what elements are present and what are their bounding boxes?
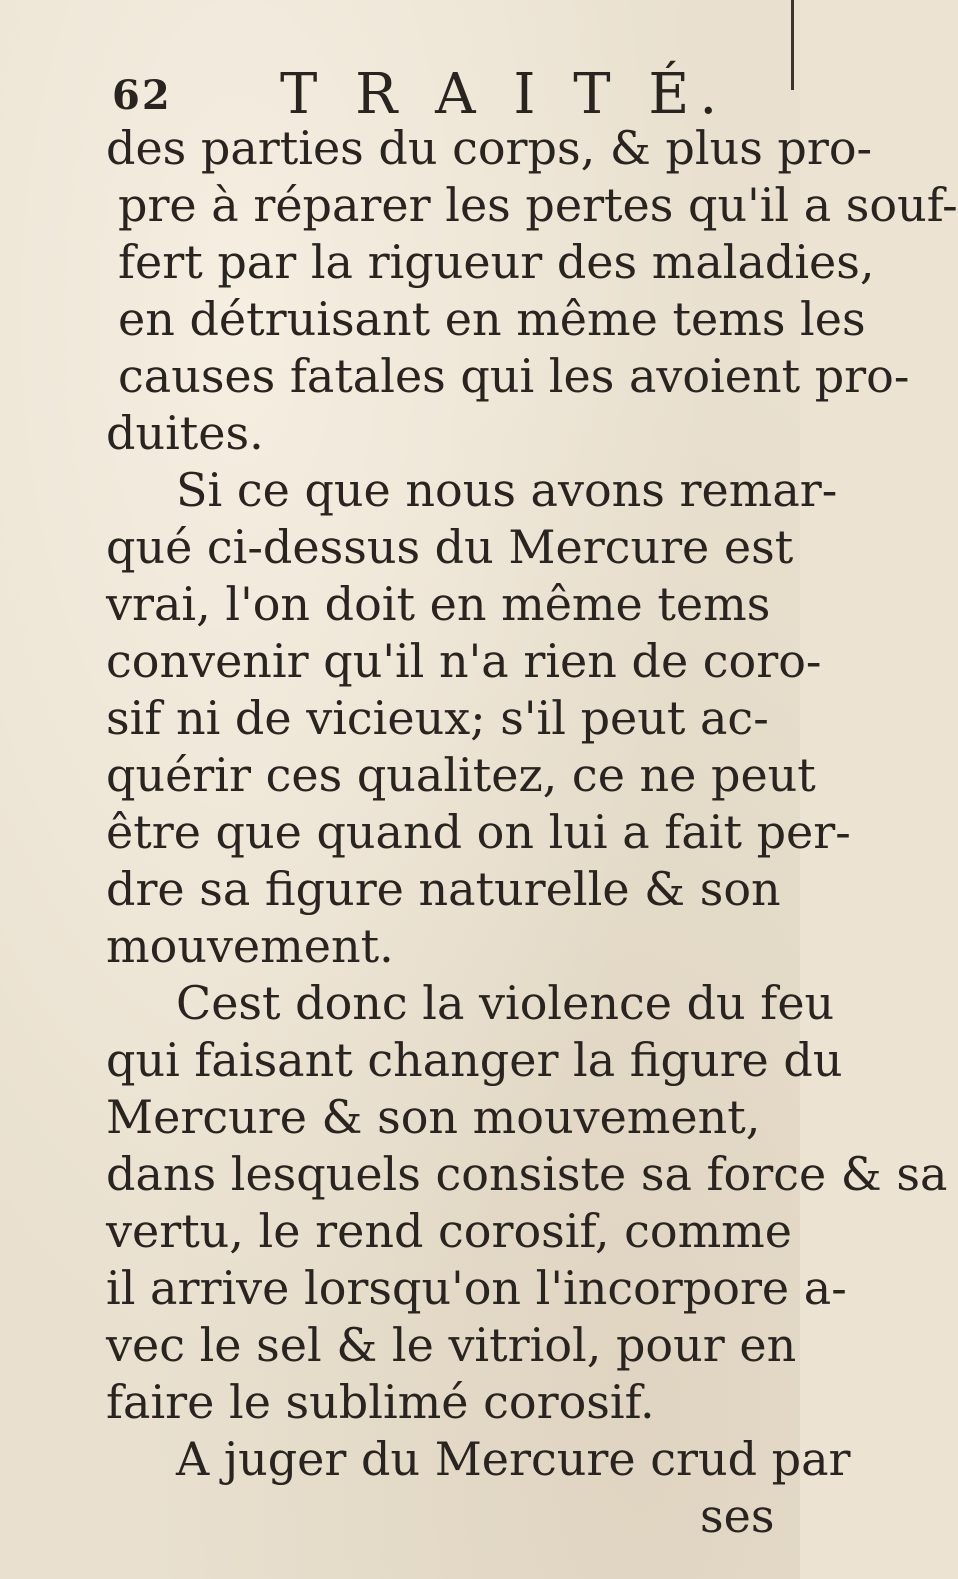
text-line: pre à réparer les pertes qu'il a souf- bbox=[118, 178, 958, 232]
text-line: Si ce que nous avons remar- bbox=[176, 463, 838, 517]
text-line: sif ni de vicieux; s'il peut ac- bbox=[106, 691, 769, 745]
text-line: en détruisant en même tems les bbox=[118, 292, 866, 346]
text-line: vec le sel & le vitriol, pour en bbox=[106, 1318, 797, 1372]
text-line: dans lesquels consiste sa force & sa bbox=[106, 1147, 948, 1201]
page-number: 62 bbox=[112, 72, 172, 119]
text-line: duites. bbox=[106, 406, 264, 460]
text-line: vertu, le rend corosif, comme bbox=[106, 1204, 793, 1258]
running-title: T R A I T É. bbox=[280, 62, 728, 127]
text-line: Mercure & son mouvement, bbox=[106, 1090, 761, 1144]
text-line: être que quand on lui a fait per- bbox=[106, 805, 851, 859]
text-line: causes fatales qui les avoient pro- bbox=[118, 349, 910, 403]
text-line: mouvement. bbox=[106, 919, 394, 973]
text-line: vrai, l'on doit en même tems bbox=[106, 577, 771, 631]
text-line: faire le sublimé corosif. bbox=[106, 1375, 655, 1429]
text-line: il arrive lorsqu'on l'incorpore a- bbox=[106, 1261, 847, 1315]
text-line: des parties du corps, & plus pro- bbox=[106, 121, 873, 175]
text-line: dre sa figure naturelle & son bbox=[106, 862, 781, 916]
text-line: convenir qu'il n'a rien de coro- bbox=[106, 634, 822, 688]
text-line: A juger du Mercure crud par bbox=[176, 1432, 851, 1486]
catchword: ses bbox=[700, 1489, 775, 1543]
text-line: Cest donc la violence du feu bbox=[176, 976, 835, 1030]
text-line: qué ci-dessus du Mercure est bbox=[106, 520, 794, 574]
text-line: qui faisant changer la figure du bbox=[106, 1033, 843, 1087]
text-line: quérir ces qualitez, ce ne peut bbox=[106, 748, 816, 802]
text-line: fert par la rigueur des maladies, bbox=[118, 235, 875, 289]
